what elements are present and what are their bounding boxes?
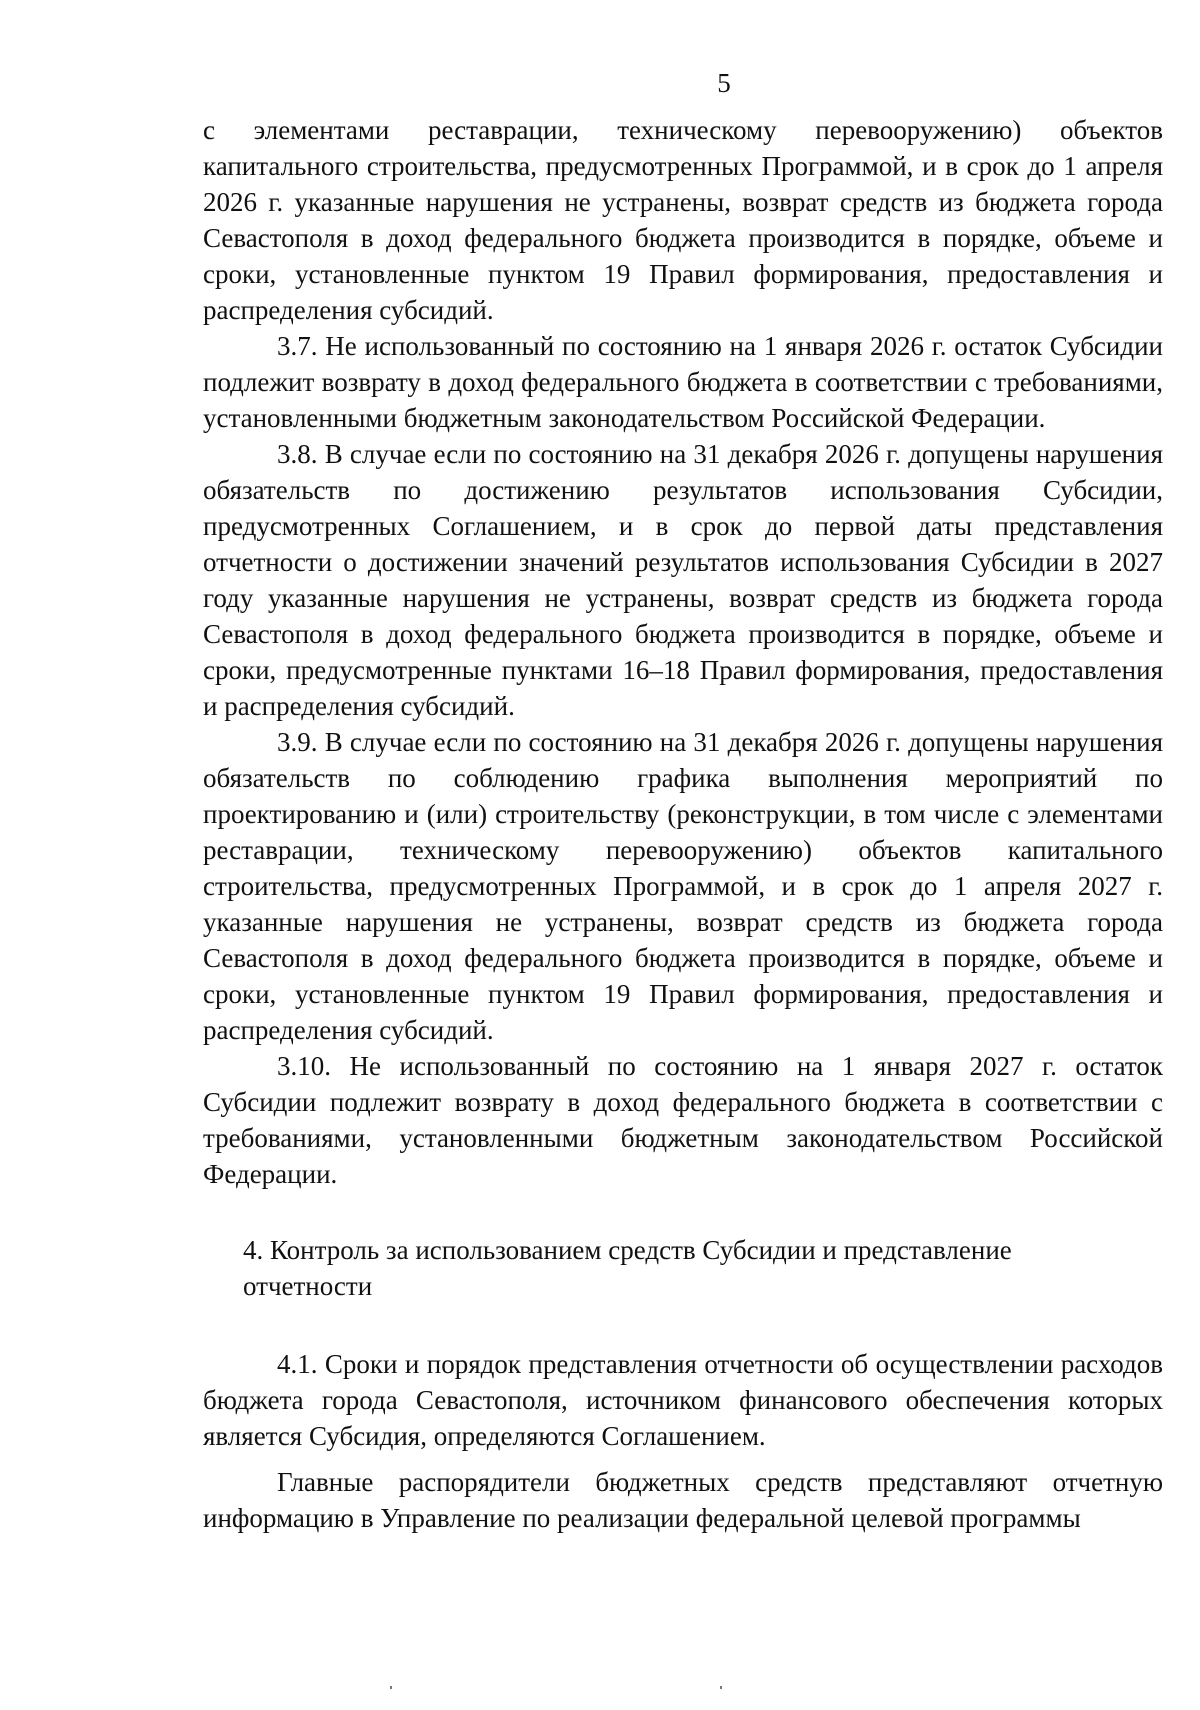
- document-body: [203, 112, 1163, 1536]
- spacer: [203, 1304, 1163, 1346]
- spacer: [203, 1454, 1163, 1464]
- paragraph-3-9: 3.9. В случае если по состоянию на 31 декабря 2026 г. допущены нарушения обязательств по соблюдению графика выполнения мероприятий по проектированию и (или) строительству (реконструкции, в том числе с элементами реставрации, техническому перевооружению) объектов капитального строительства, предусмотренных Программой, и в срок до 1 апреля 2027 г. указанные нарушения не устранены, возврат средств из бюджета города Севастополя в доход федерального бюджета производится в порядке, объеме и сроки, установленные пунктом 19 Правил формирования, предоставления и распределения субсидий.: [203, 727, 1163, 1045]
- section-4-heading-line-2: отчетности: [243, 1271, 373, 1301]
- paragraph-4-1: 4.1. Сроки и порядок представления отчетности об осуществлении расходов бюджета города Севастополя, источником финансового обеспечения которых является Субсидия, определяются Соглашением.: [203, 1349, 1163, 1451]
- scan-artifact-marks: [390, 1686, 790, 1690]
- scan-mark: [390, 1686, 392, 1689]
- spacer: [203, 1192, 1163, 1232]
- section-4-heading-line-1: 4. Контроль за использованием средств Субсидии и представление: [243, 1235, 1012, 1265]
- paragraph-3-10: 3.10. Не использованный по состоянию на 1 января 2027 г. остаток Субсидии подлежит возврату в доход федерального бюджета в соответствии с требованиями, установленными бюджетным законодательством Российской Федерации.: [203, 1051, 1163, 1189]
- paragraph-main-managers: Главные распорядители бюджетных средств представляют отчетную информацию в Управление по реализации федеральной целевой программы: [203, 1467, 1163, 1533]
- paragraph-continuation: с элементами реставрации, техническому перевооружению) объектов капитального строительства, предусмотренных Программой, и в срок до 1 апреля 2026 г. указанные нарушения не устранены, возврат средств из бюджета города Севастополя в доход федерального бюджета производится в порядке, объеме и сроки, установленные пунктом 19 Правил формирования, предоставления и распределения субсидий.: [203, 115, 1163, 325]
- paragraph-3-7: 3.7. Не использованный по состоянию на 1 января 2026 г. остаток Субсидии подлежит возврату в доход федерального бюджета в соответствии с требованиями, установленными бюджетным законодательством Российской Федерации.: [203, 331, 1163, 433]
- scan-mark: [720, 1686, 722, 1689]
- page-number: 5: [717, 68, 731, 98]
- paragraph-3-8: 3.8. В случае если по состоянию на 31 декабря 2026 г. допущены нарушения обязательств по достижению результатов использования Субсидии, предусмотренных Соглашением, и в срок до первой даты представления отчетности о достижении значений результатов использования Субсидии в 2027 году указанные нарушения не устранены, возврат средств из бюджета города Севастополя в доход федерального бюджета производится в порядке, объеме и сроки, предусмотренные пунктами 16–18 Правил формирования, предоставления и распределения субсидий.: [203, 439, 1163, 721]
